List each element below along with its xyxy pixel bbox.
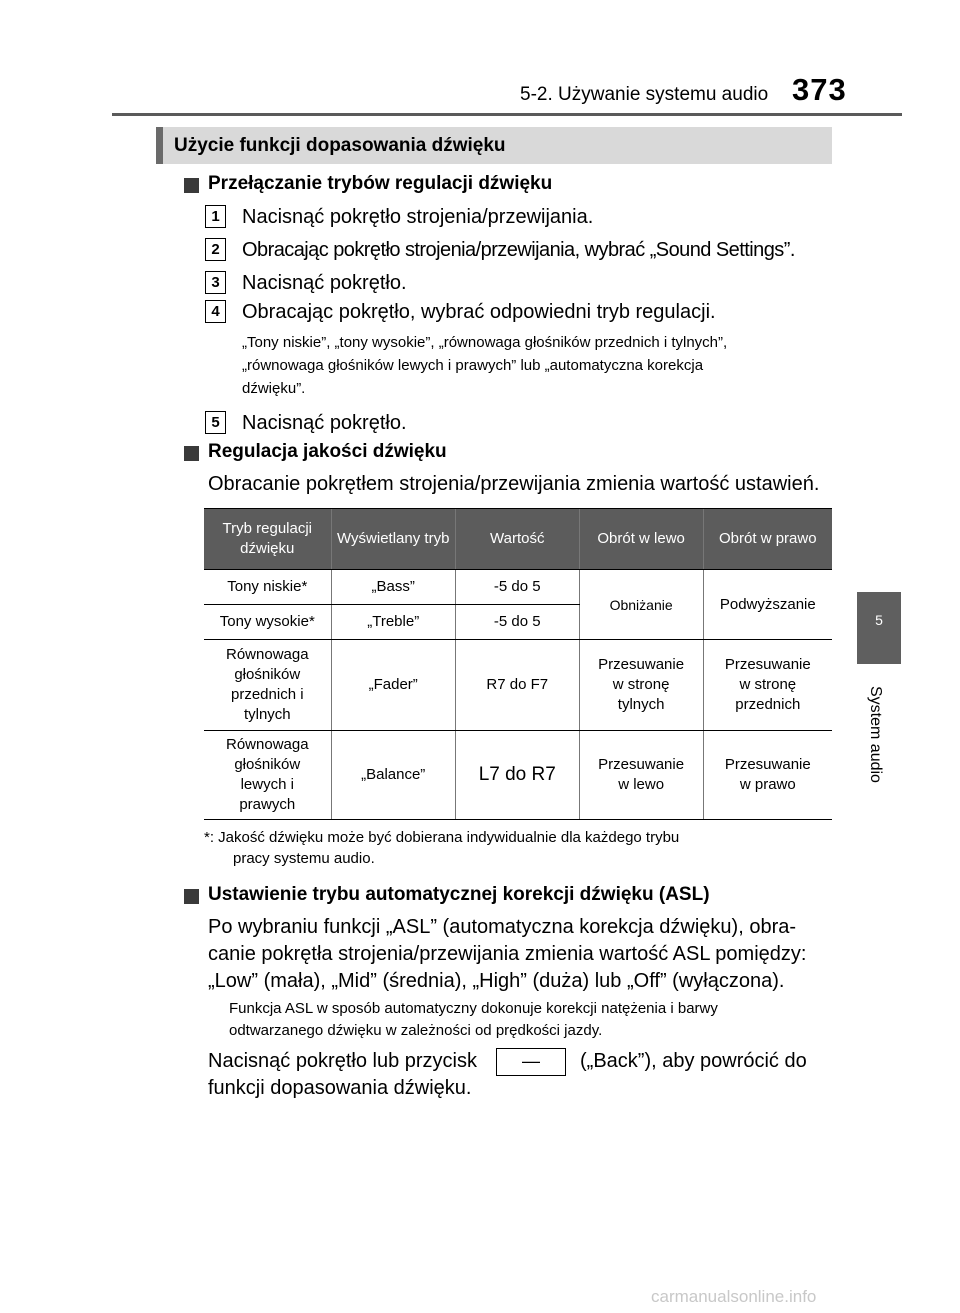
column-header: Wyświetlany tryb (331, 509, 455, 570)
subsection-title: Ustawienie trybu automatycznej korekcji dźwięku (ASL) (208, 884, 710, 905)
table-cell: Tony niskie* (204, 570, 331, 605)
table-cell: Obniżanie (579, 570, 703, 640)
header-rule (112, 113, 902, 116)
column-header: Obrót w lewo (579, 509, 703, 570)
step-number: 5 (205, 411, 226, 434)
chapter-tab-number: 5 (875, 612, 883, 628)
back-button-icon: — (496, 1048, 566, 1076)
step-text: Nacisnąć pokrętło. (242, 412, 407, 434)
table-cell: „Balance” (331, 731, 455, 820)
note-line: „równowaga głośników lewych i prawych” lub „automatyczna korekcja (242, 357, 704, 374)
sound-settings-table (204, 508, 832, 820)
running-header-section: 5-2. Używanie systemu audio (520, 84, 769, 105)
table-cell: Przesuwanie w stronę przednich (703, 640, 832, 731)
column-header: Obrót w prawo (703, 509, 832, 570)
step-text: Obracając pokrętło strojenia/przewijania, wybrać „Sound Settings”. (242, 239, 795, 261)
chapter-tab (857, 592, 901, 664)
table-cell: „Bass” (331, 570, 455, 605)
bullet-square-icon (184, 178, 199, 193)
table-cell: Równowaga głośników przednich i tylnych (204, 640, 331, 731)
table-cell: „Treble” (331, 605, 455, 640)
body-text: funkcji dopasowania dźwięku. (208, 1077, 472, 1099)
body-text: „Low” (mała), „Mid” (średnia), „High” (duża) lub „Off” (wyłączona). (208, 970, 785, 992)
step-number: 1 (205, 205, 226, 228)
body-text: („Back”), aby powrócić do (580, 1050, 807, 1072)
table-cell: Podwyższanie (703, 570, 832, 640)
page-number: 373 (792, 72, 847, 107)
subsection-title: Regulacja jakości dźwięku (208, 441, 447, 462)
table-cell: -5 do 5 (455, 605, 579, 640)
table-header-row (204, 509, 832, 570)
table-cell: Przesuwanie w stronę tylnych (579, 640, 703, 731)
column-header: Tryb regulacji dźwięku (204, 509, 331, 570)
table-cell: Równowaga głośników lewych i prawych (204, 731, 331, 820)
note-line: Funkcja ASL w sposób automatyczny dokonuje korekcji natężenia i barwy (229, 1000, 718, 1017)
note-line: „Tony niskie”, „tony wysokie”, „równowaga głośników przednich i tylnych”, (242, 334, 728, 351)
table-cell: Przesuwanie w prawo (703, 731, 832, 820)
section-banner-accent (156, 127, 163, 164)
table-cell: -5 do 5 (455, 570, 579, 605)
table-footnote: *: Jakość dźwięku może być dobierana indywidualnie dla każdego trybu (204, 829, 680, 846)
table-cell: R7 do F7 (455, 640, 579, 731)
column-header: Wartość (455, 509, 579, 570)
watermark: carmanualsonline.info (651, 1287, 817, 1306)
step-number: 4 (205, 300, 226, 323)
body-text: Obracanie pokrętłem strojenia/przewijania zmienia wartość ustawień. (208, 473, 820, 495)
table-row (204, 640, 832, 731)
step-number: 2 (205, 238, 226, 261)
body-text: canie pokrętła strojenia/przewijania zmienia wartość ASL pomiędzy: (208, 943, 807, 965)
body-text: Po wybraniu funkcji „ASL” (automatyczna korekcja dźwięku), obra- (208, 916, 797, 938)
subsection-title: Przełączanie trybów regulacji dźwięku (208, 173, 553, 194)
bullet-square-icon (184, 889, 199, 904)
note-line: odtwarzanego dźwięku w zależności od prędkości jazdy. (229, 1022, 603, 1039)
step-text: Obracając pokrętło, wybrać odpowiedni tryb regulacji. (242, 301, 716, 323)
table-row (204, 731, 832, 820)
note-line: dźwięku”. (242, 380, 306, 397)
table-row (204, 570, 832, 605)
bullet-square-icon (184, 446, 199, 461)
step-number: 3 (205, 271, 226, 294)
table-cell: Tony wysokie* (204, 605, 331, 640)
section-title: Użycie funkcji dopasowania dźwięku (174, 135, 506, 156)
body-text: Nacisnąć pokrętło lub przycisk (208, 1050, 477, 1072)
step-text: Nacisnąć pokrętło strojenia/przewijania. (242, 206, 594, 228)
table-cell: Przesuwanie w lewo (579, 731, 703, 820)
chapter-tab-label: System audio (867, 686, 884, 783)
table-cell: L7 do R7 (455, 731, 579, 820)
step-text: Nacisnąć pokrętło. (242, 272, 407, 294)
table-footnote: pracy systemu audio. (233, 850, 375, 867)
table-cell: „Fader” (331, 640, 455, 731)
